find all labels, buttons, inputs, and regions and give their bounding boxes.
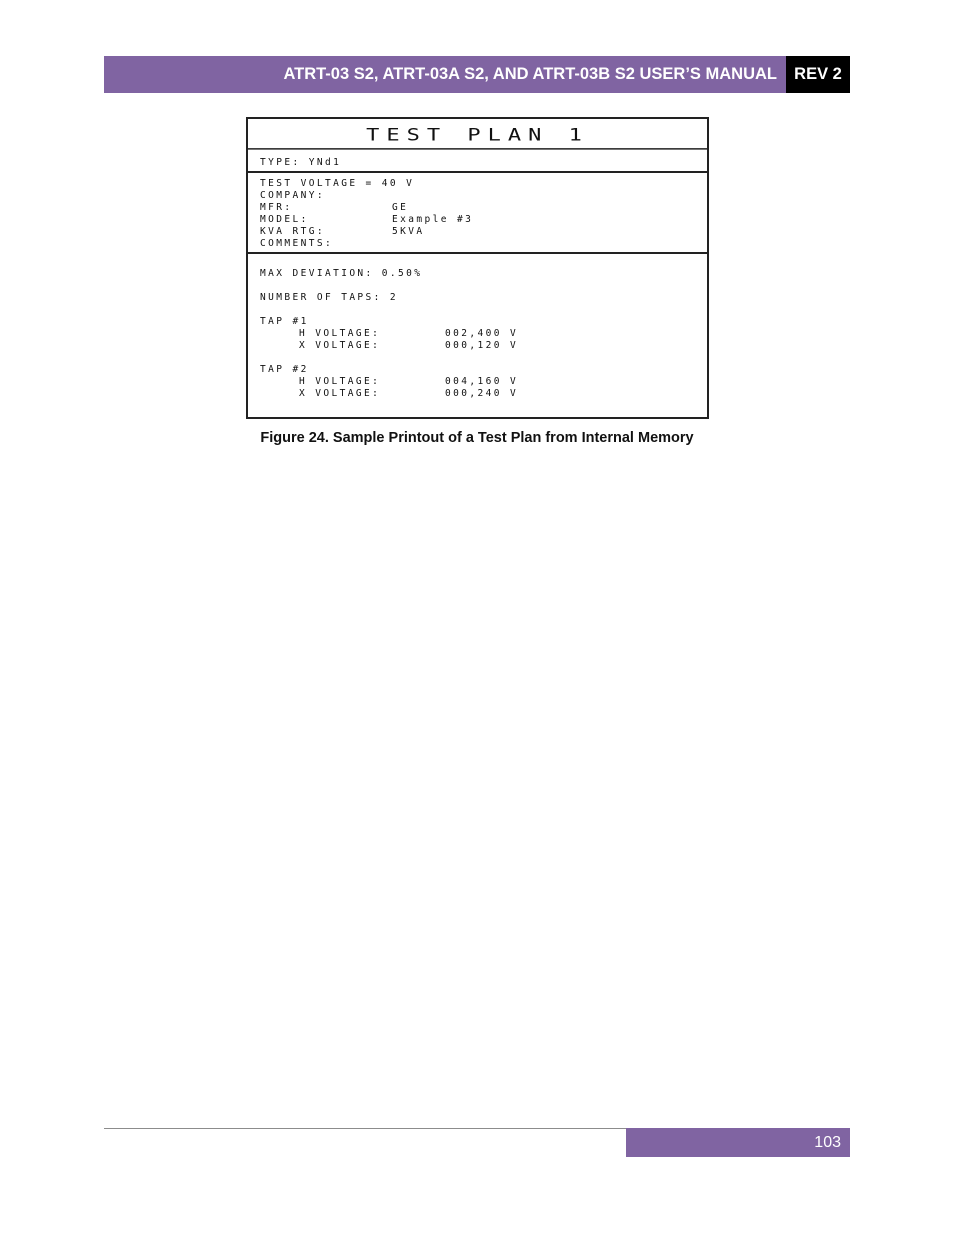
tap-2-label: TAP #2 (260, 364, 309, 375)
type-line: TYPE: YNd1 (260, 157, 342, 168)
test-plan-printout (246, 117, 709, 419)
tap-1-h-value: 002,400 V (445, 328, 519, 339)
tap-1-label: TAP #1 (260, 316, 309, 327)
printout-title: TEST PLAN 1 (248, 123, 707, 149)
mfr-value: GE (392, 202, 409, 213)
kva-key: KVA RTG: (260, 226, 325, 237)
manual-title: ATRT-03 S2, ATRT-03A S2, AND ATRT-03B S2 USER’S MANUAL (104, 56, 786, 93)
tap-2-h-voltage (260, 376, 707, 388)
max-deviation-line: MAX DEVIATION: 0.50% (260, 268, 423, 279)
mfr-key: MFR: (260, 202, 293, 213)
page-header (104, 56, 850, 93)
number-of-taps-line: NUMBER OF TAPS: 2 (260, 292, 399, 303)
tap-1-h-voltage (260, 328, 707, 340)
page-number: 103 (626, 1128, 850, 1157)
comments-line: COMMENTS: (260, 238, 334, 249)
kva-row (260, 226, 707, 238)
tap-1-x-voltage (260, 340, 707, 352)
model-value: Example #3 (392, 214, 474, 225)
company-line: COMPANY: (260, 190, 325, 201)
figure-caption: Figure 24. Sample Printout of a Test Plan from Internal Memory (260, 430, 694, 446)
tap-2-x-key: X VOLTAGE: (299, 388, 381, 399)
kva-value: 5KVA (392, 226, 425, 237)
model-key: MODEL: (260, 214, 309, 225)
tap-2-x-value: 000,240 V (445, 388, 519, 399)
tap-2-h-key: H VOLTAGE: (299, 376, 381, 387)
tap-1-x-key: X VOLTAGE: (299, 340, 381, 351)
printout-info-section (248, 173, 707, 254)
revision-badge: REV 2 (786, 56, 850, 93)
printout-type-section (248, 154, 707, 173)
tap-2-x-voltage (260, 388, 707, 400)
mfr-row (260, 202, 707, 214)
model-row (260, 214, 707, 226)
printout-taps-section (248, 254, 707, 400)
tap-1-x-value: 000,120 V (445, 340, 519, 351)
test-voltage-line: TEST VOLTAGE = 40 V (260, 178, 415, 189)
tap-2-h-value: 004,160 V (445, 376, 519, 387)
tap-1-h-key: H VOLTAGE: (299, 328, 381, 339)
